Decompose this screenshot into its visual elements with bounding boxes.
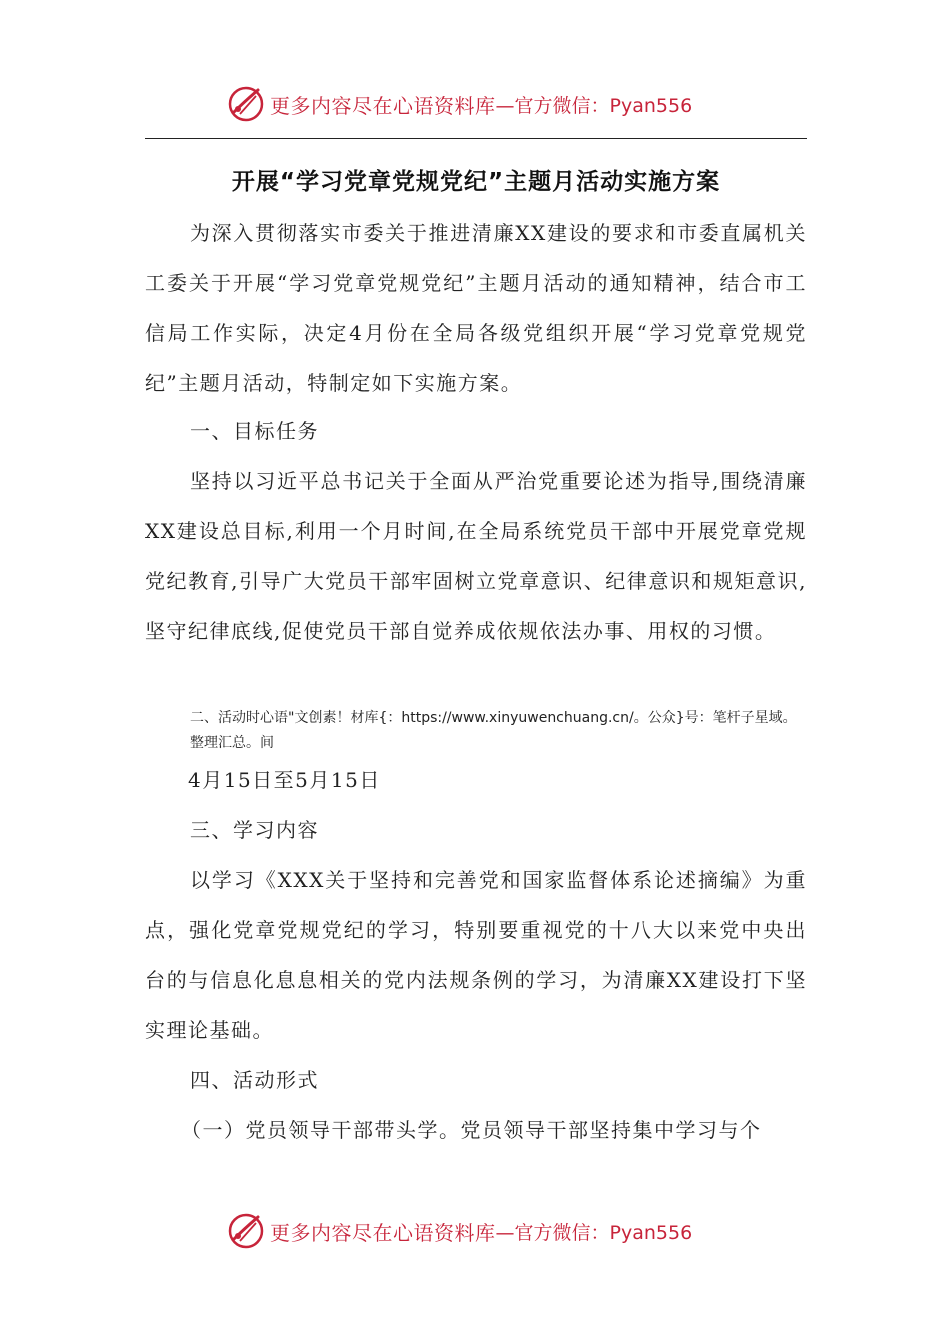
footer-brand-text: 更多内容尽在心语资料库 bbox=[270, 1220, 496, 1245]
document-title: 开展“学习党章党规党纪”主题月活动实施方案 bbox=[231, 169, 721, 195]
section-heading-3: 三、学习内容 bbox=[190, 818, 319, 842]
brand-logo-icon bbox=[226, 1211, 266, 1251]
section-4-paragraph: （一）党员领导干部带头学。党员领导干部坚持集中学习与个 bbox=[181, 1118, 762, 1142]
footer-watermark bbox=[226, 1209, 692, 1253]
header-watermark bbox=[226, 82, 692, 126]
intro-paragraph: 为深入贯彻落实市委关于推进清廉XX建设的要求和市委直属机关工委关于开展“学习党章党规党纪”主题月活动的通知精神，结合市工信局工作实际，决定4月份在全局各级党组织开展“学习党章党规党纪”主题月活动，特制定如下实施方案。 bbox=[145, 221, 807, 395]
footer-brand-wechat: —官方微信：Pyan556 bbox=[495, 1221, 693, 1244]
header-divider bbox=[145, 138, 807, 139]
header-brand-text: 更多内容尽在心语资料库 bbox=[270, 93, 496, 118]
section-heading-1: 一、目标任务 bbox=[190, 419, 319, 443]
section-2-heading-text: 二、活动时心语"文创素！材库{：https://www.xinyuwenchuang.cn/。公众}号：笔杆子星域。整理汇总。间 bbox=[190, 710, 797, 751]
section-heading-2 bbox=[145, 706, 807, 756]
section-heading-4: 四、活动形式 bbox=[190, 1068, 319, 1092]
section-1-paragraph: 坚持以习近平总书记关于全面从严治党重要论述为指导,围绕清廉XX建设总目标,利用一个月时间,在全局系统党员干部中开展党章党规党纪教育,引导广大党员干部牢固树立党章意识、纪律意识和规矩意识,坚守纪律底线,促使党员干部自觉养成依规依法办事、用权的习惯。 bbox=[145, 469, 807, 643]
header-brand-wechat: —官方微信：Pyan556 bbox=[495, 94, 693, 117]
section-2-paragraph: 4月15日至5月15日 bbox=[188, 768, 381, 792]
section-3-paragraph: 以学习《XXX关于坚持和完善党和国家监督体系论述摘编》为重点，强化党章党规党纪的学习，特别要重视党的十八大以来党中央出台的与信息化息息相关的党内法规条例的学习，为清廉XX建设打下坚实理论基础。 bbox=[145, 868, 807, 1042]
brand-logo-icon bbox=[226, 84, 266, 124]
